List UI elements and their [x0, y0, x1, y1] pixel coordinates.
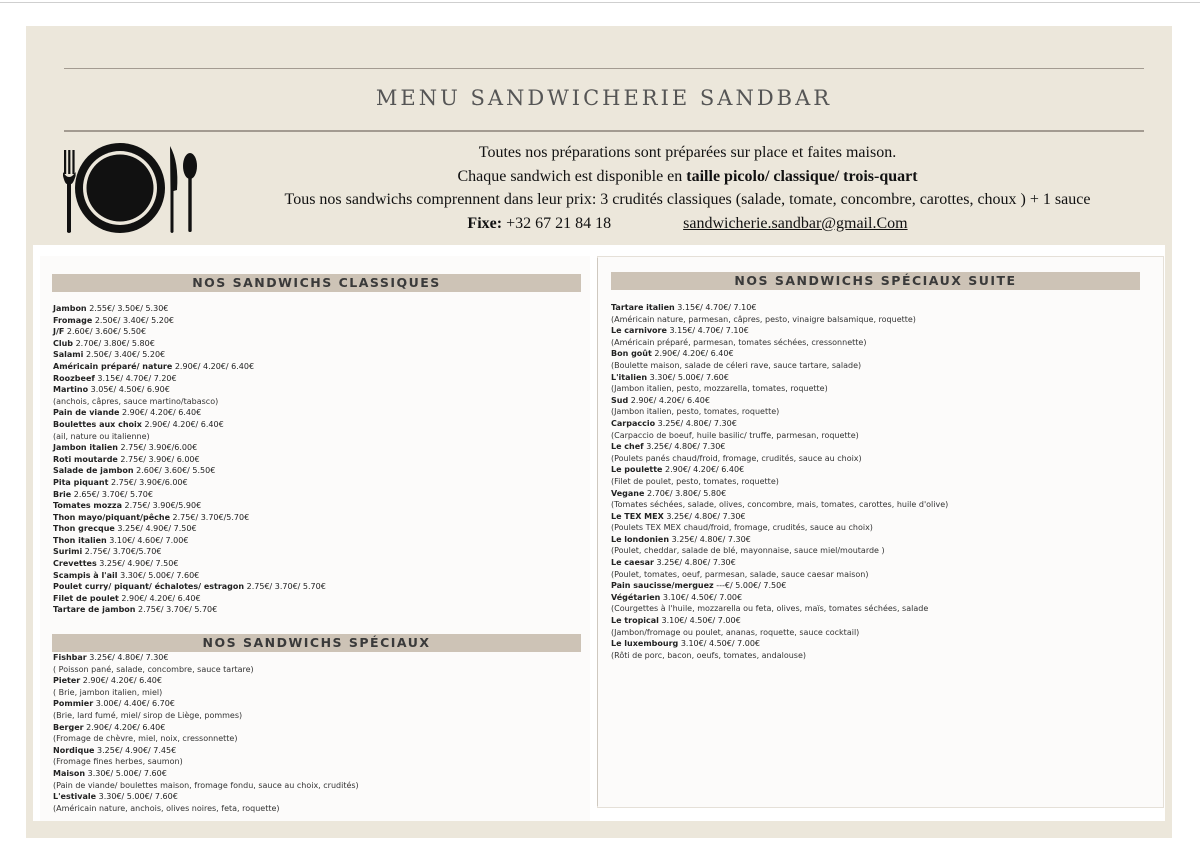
item-prices: 3.25€/ 4.80€/ 7.30€ [656, 558, 736, 568]
intro-line-1: Toutes nos préparations sont préparées sur place et faites maison. [478, 144, 897, 161]
menu-item [53, 477, 326, 489]
menu-item [53, 722, 359, 734]
page-title: MENU SANDWICHERIE SANDBAR [375, 86, 833, 110]
menu-item [53, 500, 326, 512]
item-prices: 2.90€/ 4.20€/ 6.40€ [654, 349, 734, 359]
column-divider [597, 258, 598, 806]
item-prices: 2.90€/ 4.20€/ 6.40€ [144, 419, 224, 429]
menu-item [53, 349, 326, 361]
item-prices: 2.60€/ 3.60€/ 5.50€ [136, 466, 216, 476]
item-name: Jambon [53, 304, 87, 313]
menu-item [53, 419, 326, 431]
item-prices: 2.60€/ 3.60€/ 5.50€ [66, 327, 147, 337]
menu-item [53, 546, 326, 558]
item-description: (Poulet, cheddar, salade de blé, mayonnaise, sauce miel/moutarde ) [611, 546, 885, 556]
intro-text [210, 141, 1165, 235]
menu-item [53, 604, 326, 616]
item-name: L'estivale [53, 792, 97, 802]
item-name: Scampis à l'ail [53, 570, 118, 580]
item-name: Fishbar [53, 653, 87, 662]
item-name: Américain préparé/ nature [53, 361, 173, 371]
menu-item [53, 581, 326, 593]
item-name: Le caesar [611, 558, 654, 568]
knife-icon [170, 146, 177, 233]
menu-item [53, 675, 359, 687]
item-name: Pain saucisse/merguez [611, 581, 714, 591]
menu-item [53, 791, 359, 803]
menu-item [53, 338, 326, 350]
menu-item [611, 488, 948, 500]
cutlery-illustration [62, 140, 202, 236]
item-prices: 2.55€/ 3.50€/ 5.30€ [89, 304, 169, 313]
item-description: (Poulets TEX MEX chaud/froid, fromage, crudités, sauce au choix) [611, 523, 873, 533]
item-prices: 3.10€/ 4.60€/ 7.00€ [109, 535, 189, 545]
top-border [0, 2, 1200, 3]
item-prices: 2.90€/ 4.20€/ 6.40€ [665, 465, 745, 475]
item-name: Salade de jambon [53, 466, 134, 476]
item-description: (Poulets panés chaud/froid, fromage, crudités, sauce au choix) [611, 453, 862, 463]
title-rule-top [64, 68, 1144, 69]
item-name: Tomates mozza [53, 501, 122, 511]
item-name: Thon mayo/piquant/pêche [53, 512, 170, 522]
intro-line-2 [210, 165, 1165, 189]
item-description: (Américain nature, parmesan, câpres, pesto, vinaigre balsamique, roquette) [611, 314, 916, 324]
item-description: (Boulette maison, salade de céleri rave, sauce tartare, salade) [611, 360, 862, 370]
menu-item [53, 570, 326, 582]
item-prices: 3.30€/ 5.00€/ 7.60€ [87, 768, 167, 778]
item-name: Brie [53, 489, 72, 499]
item-name: Filet de poulet [53, 593, 119, 603]
item-description: (Jambon italien, pesto, mozzarella, tomates, roquette) [611, 384, 828, 394]
item-name: Le luxembourg [611, 639, 679, 649]
menu-item [611, 418, 948, 430]
menu-item [611, 615, 948, 627]
item-prices: 2.75€/ 3.70€/5.70€ [84, 547, 162, 557]
menu-item [53, 315, 326, 327]
item-prices: 3.10€/ 4.50€/ 7.00€ [661, 616, 741, 626]
item-description: (Américain préparé, parmesan, tomates séchées, cressonnette) [611, 337, 867, 347]
sizes-text: taille picolo/ classique/ trois-quart [686, 167, 918, 185]
item-name: Pieter [53, 676, 81, 686]
item-name: J/F [53, 327, 65, 337]
item-prices: 2.90€/ 4.20€/ 6.40€ [174, 361, 255, 371]
item-prices: 2.75€/ 3.90€/ 6.00€ [120, 454, 200, 464]
item-description: (Carpaccio de boeuf, huile basilic/ truffe, parmesan, roquette) [611, 430, 859, 440]
item-description: (Filet de poulet, pesto, tomates, roquette) [611, 476, 779, 486]
menu-item [53, 768, 359, 780]
item-name: Nordique [53, 745, 95, 755]
menu-item [53, 454, 326, 466]
menu-item [53, 373, 326, 385]
item-name: Vegane [611, 488, 645, 498]
item-description: (anchois, câpres, sauce martino/tabasco) [53, 396, 219, 406]
menu-item [53, 489, 326, 501]
menu-item [53, 535, 326, 547]
item-name: Thon grecque [53, 524, 115, 534]
item-name: Sud [611, 395, 629, 405]
item-prices: 3.25€/ 4.80€/ 7.30€ [646, 442, 726, 452]
menu-item [611, 372, 948, 384]
item-name: Bon goût [611, 349, 652, 359]
item-description: ( Poisson pané, salade, concombre, sauce tartare) [53, 664, 254, 674]
item-name: Thon italien [53, 535, 107, 545]
item-description: (ail, nature ou italienne) [53, 431, 150, 441]
item-prices: 2.50€/ 3.40€/ 5.20€ [85, 350, 166, 360]
item-prices: 3.10€/ 4.50€/ 7.00€ [680, 639, 760, 649]
menu-item [53, 745, 359, 757]
phone-number: +32 67 21 84 18 [502, 214, 612, 232]
section-header-classiques: NOS SANDWICHS CLASSIQUES [52, 274, 581, 292]
item-prices: 3.25€/ 4.80€/ 7.30€ [671, 534, 751, 544]
item-name: Le tropical [611, 616, 659, 626]
item-name: Roti moutarde [53, 454, 118, 464]
item-prices: 2.75€/ 3.70€/ 5.70€ [138, 605, 218, 615]
item-description: (Tomates séchées, salade, olives, concombre, mais, tomates, carottes, huile d'olive) [611, 500, 949, 510]
item-name: Roozbeef [53, 373, 95, 383]
item-prices: 2.50€/ 3.40€/ 5.20€ [94, 315, 175, 325]
item-prices: 3.25€/ 4.80€/ 7.30€ [89, 653, 169, 662]
item-name: Berger [53, 722, 84, 732]
menu-item [611, 325, 948, 337]
item-description: (Courgettes à l'huile, mozzarella ou feta, olives, maïs, tomates séchées, salade [611, 604, 929, 614]
item-description: (Jambon italien, pesto, tomates, roquette) [611, 407, 780, 417]
menu-item [611, 464, 948, 476]
item-prices: 2.70€/ 3.80€/ 5.80€ [75, 338, 155, 348]
item-name: Maison [53, 768, 86, 778]
item-prices: 2.90€/ 4.20€/ 6.40€ [121, 593, 201, 603]
item-name: Tartare italien [611, 303, 675, 312]
plate-icon [75, 143, 165, 233]
item-name: Le carnivore [611, 326, 667, 336]
menu-item [611, 348, 948, 360]
menu-item [611, 638, 948, 650]
phone-label: Fixe: [467, 214, 503, 232]
menu-item [611, 441, 948, 453]
item-description: (Fromage de chèvre, miel, noix, cressonnette) [53, 734, 238, 744]
item-prices: 2.90€/ 4.20€/ 6.40€ [121, 408, 202, 418]
item-prices: 2.75€/ 3.90€/6.00€ [110, 477, 188, 487]
item-name: Pita piquant [53, 477, 109, 487]
item-prices: 3.15€/ 4.70€/ 7.20€ [97, 373, 177, 383]
item-prices: 3.25€/ 4.80€/ 7.30€ [657, 418, 737, 428]
item-name: Le chef [611, 442, 644, 452]
item-name: Pommier [53, 699, 94, 709]
item-prices: 2.70€/ 3.80€/ 5.80€ [646, 488, 727, 498]
intro-line-3: Tous nos sandwichs comprennent dans leur prix: 3 crudités classiques (salade, tomate, concombre, carottes, choux ) + 1 sauce [284, 191, 1091, 208]
item-prices: 3.00€/ 4.40€/ 6.70€ [95, 699, 175, 709]
contact-line [210, 212, 1165, 236]
item-name: Tartare de jambon [53, 605, 136, 615]
item-name: Le TEX MEX [611, 511, 664, 521]
title-rule-bottom [64, 130, 1144, 132]
item-prices: 2.90€/ 4.20€/ 6.40€ [630, 395, 710, 405]
item-prices: 3.05€/ 4.50€/ 6.90€ [90, 385, 170, 395]
section-header-speciaux-suite: NOS SANDWICHS SPÉCIAUX SUITE [611, 272, 1140, 290]
item-prices: 3.30€/ 5.00€/ 7.60€ [649, 372, 729, 382]
item-prices: 3.25€/ 4.90€/ 7.50€ [117, 524, 197, 534]
menu-item [53, 303, 326, 315]
item-name: Jambon italien [53, 443, 118, 453]
item-name: L'italien [611, 372, 648, 382]
item-prices: 3.30€/ 5.00€/ 7.60€ [98, 792, 178, 802]
menu-item [53, 407, 326, 419]
item-prices: 2.75€/ 3.90€/5.90€ [124, 501, 202, 511]
item-prices: 3.25€/ 4.90€/ 7.45€ [97, 745, 177, 755]
fork-icon [63, 150, 76, 233]
item-name: Boulettes aux choix [53, 419, 142, 429]
menu-item [53, 442, 326, 454]
section-header-speciaux: NOS SANDWICHS SPÉCIAUX [52, 634, 581, 652]
item-name: Le londonien [611, 534, 670, 544]
menu-item [53, 593, 326, 605]
menu-item [611, 534, 948, 546]
email-link[interactable]: sandwicherie.sandbar@gmail.Com [683, 214, 908, 232]
item-prices: 2.90€/ 4.20€/ 6.40€ [82, 676, 162, 686]
item-name: Pain de viande [53, 408, 120, 418]
item-name: Salami [53, 350, 84, 360]
menu-item [53, 512, 326, 524]
item-description: (Pain de viande/ boulettes maison, fromage fondu, sauce au choix, crudités) [53, 780, 359, 790]
item-prices: 3.25€/ 4.90€/ 7.50€ [99, 559, 179, 569]
menu-item [53, 558, 326, 570]
menu-item [611, 302, 948, 314]
item-name: Club [53, 338, 74, 348]
menu-item [53, 361, 326, 373]
menu-item [53, 523, 326, 535]
item-prices: 3.30€/ 5.00€/ 7.60€ [120, 570, 200, 580]
item-name: Le poulette [611, 465, 663, 475]
menu-item [611, 395, 948, 407]
menu-item [611, 511, 948, 523]
item-name: Végétarien [611, 592, 661, 602]
item-prices: 2.75€/ 3.70€/ 5.70€ [246, 582, 326, 592]
item-prices: ---€/ 5.00€/ 7.50€ [716, 581, 787, 591]
menu-item [53, 384, 326, 396]
speciaux-list [53, 652, 359, 814]
item-prices: 3.15€/ 4.70€/ 7.10€ [677, 303, 757, 312]
menu-item [53, 698, 359, 710]
item-prices: 2.90€/ 4.20€/ 6.40€ [86, 722, 166, 732]
item-description: (Poulet, tomates, oeuf, parmesan, salade, sauce caesar maison) [611, 569, 869, 579]
item-name: Fromage [53, 315, 93, 325]
item-description: (Fromage fines herbes, saumon) [53, 757, 183, 767]
classiques-list [53, 303, 326, 616]
item-name: Martino [53, 385, 89, 395]
item-prices: 2.75€/ 3.90€/6.00€ [120, 443, 198, 453]
spoon-icon [183, 153, 197, 232]
menu-item [611, 580, 948, 592]
item-description: (Brie, lard fumé, miel/ sirop de Liège, pommes) [53, 710, 243, 720]
menu-item [53, 652, 359, 664]
item-name: Crevettes [53, 559, 97, 569]
menu-item [53, 465, 326, 477]
menu-item [53, 326, 326, 338]
item-prices: 3.15€/ 4.70€/ 7.10€ [669, 326, 749, 336]
item-prices: 3.10€/ 4.50€/ 7.00€ [662, 592, 743, 602]
intro-line-2-prefix: Chaque sandwich est disponible en [457, 167, 687, 185]
menu-item [611, 592, 948, 604]
speciaux-suite-list [611, 302, 948, 661]
item-description: (Jambon/fromage ou poulet, ananas, roquette, sauce cocktail) [611, 627, 860, 637]
item-description: (Rôti de porc, bacon, oeufs, tomates, andalouse) [611, 650, 807, 660]
item-name: Surimi [53, 547, 83, 557]
item-name: Poulet curry/ piquant/ échalotes/ estragon [53, 582, 245, 592]
item-name: Carpaccio [611, 418, 656, 428]
menu-item [611, 557, 948, 569]
item-prices: 2.75€/ 3.70€/5.70€ [172, 512, 250, 522]
item-prices: 3.25€/ 4.80€/ 7.30€ [666, 511, 746, 521]
item-description: ( Brie, jambon italien, miel) [53, 687, 163, 697]
item-prices: 2.65€/ 3.70€/ 5.70€ [73, 489, 153, 499]
item-description: (Américain nature, anchois, olives noires, feta, roquette) [53, 803, 280, 813]
